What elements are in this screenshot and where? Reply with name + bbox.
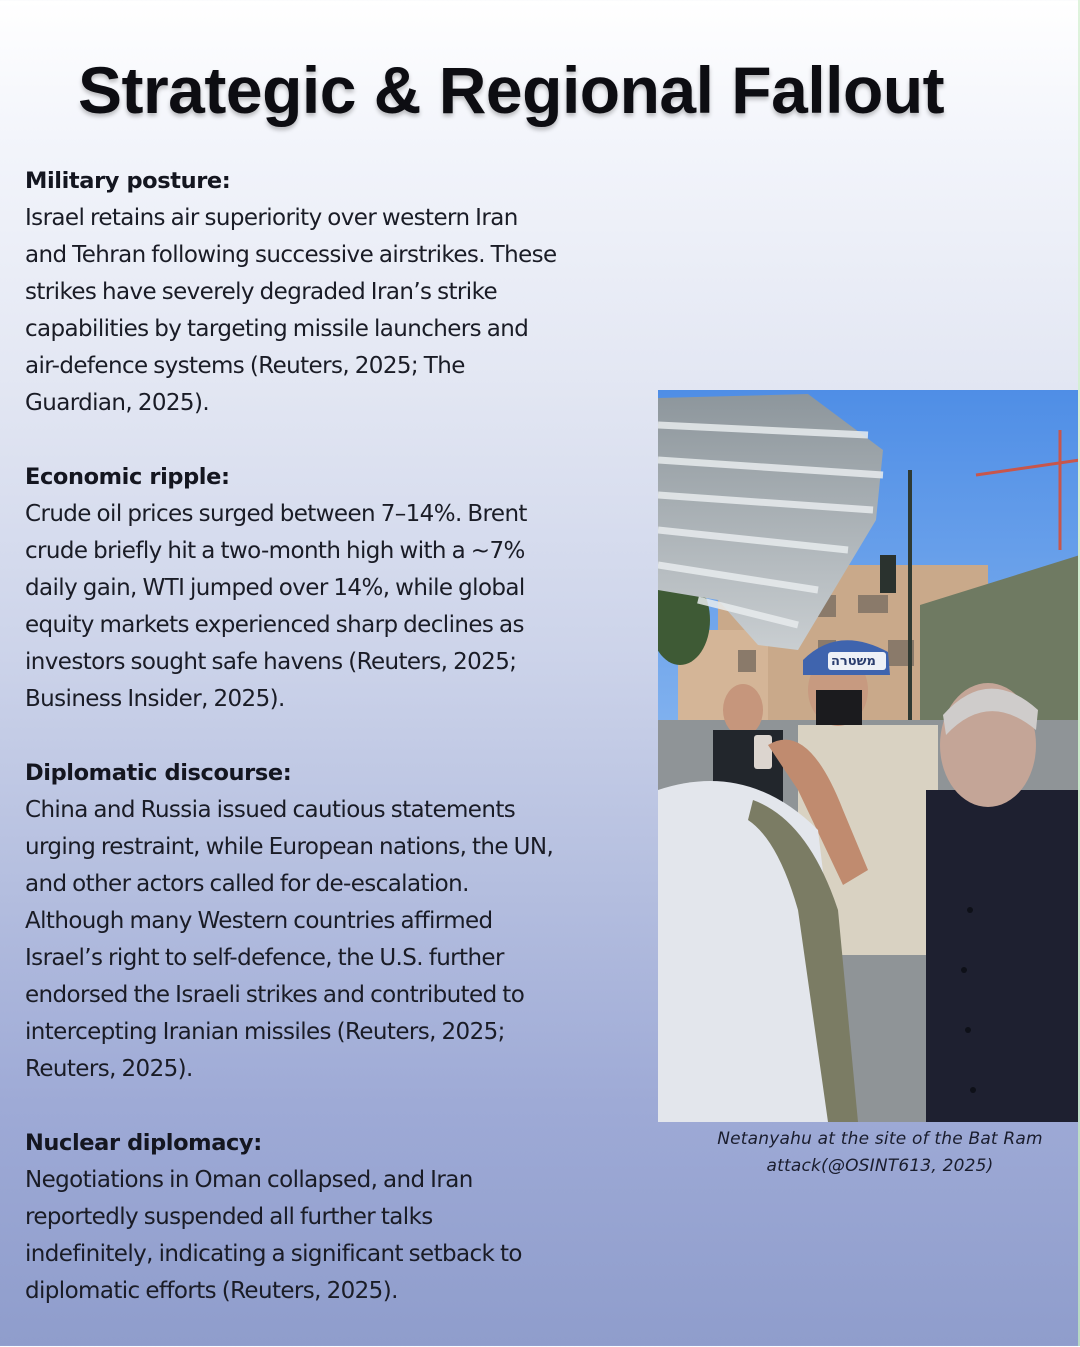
section-body	[25, 1162, 665, 1310]
body-line: daily gain, WTI jumped over 14%, while global	[25, 575, 525, 601]
body-line: Guardian, 2025).	[25, 390, 210, 416]
body-line: Although many Western countries affirmed	[25, 908, 493, 934]
body-line: indefinitely, indicating a significant setback to	[25, 1241, 522, 1267]
page-title: Strategic & Regional Fallout	[78, 53, 945, 127]
news-photo	[658, 390, 1080, 1122]
body-line: Israel retains air superiority over western Iran	[25, 205, 518, 231]
body-line: equity markets experienced sharp declines as	[25, 612, 524, 638]
photo-caption	[680, 1126, 1080, 1180]
section-body	[25, 792, 665, 1088]
body-line: and Tehran following successive airstrikes. These	[25, 242, 557, 268]
body-line: endorsed the Israeli strikes and contributed to	[25, 982, 525, 1008]
body-line: capabilities by targeting missile launchers and	[25, 316, 529, 342]
caption-line: attack(@OSINT613, 2025)	[766, 1156, 994, 1176]
section-diplomatic-discourse	[25, 755, 665, 1088]
section-military-posture	[25, 163, 665, 422]
section-body	[25, 496, 665, 718]
body-line: reportedly suspended all further talks	[25, 1204, 433, 1230]
section-heading: Economic ripple:	[25, 464, 230, 490]
body-line: intercepting Iranian missiles (Reuters, 2025;	[25, 1019, 505, 1045]
body-line: China and Russia issued cautious statements	[25, 797, 516, 823]
body-line: Business Insider, 2025).	[25, 686, 285, 712]
body-line: Israel’s right to self-defence, the U.S. further	[25, 945, 504, 971]
body-line: diplomatic efforts (Reuters, 2025).	[25, 1278, 398, 1304]
caption-line: Netanyahu at the site of the Bat Ram	[717, 1129, 1043, 1149]
body-line: investors sought safe havens (Reuters, 2025;	[25, 649, 517, 675]
body-line: Negotiations in Oman collapsed, and Iran	[25, 1167, 473, 1193]
section-nuclear-diplomacy	[25, 1125, 665, 1310]
cap-label: משטרה	[831, 654, 876, 669]
section-heading: Diplomatic discourse:	[25, 760, 292, 786]
body-line: strikes have severely degraded Iran’s strike	[25, 279, 498, 305]
body-line: crude briefly hit a two-month high with a ~7%	[25, 538, 525, 564]
section-heading: Nuclear diplomacy:	[25, 1130, 262, 1156]
body-line: air-defence systems (Reuters, 2025; The	[25, 353, 465, 379]
body-line: Crude oil prices surged between 7–14%. Brent	[25, 501, 527, 527]
photo-illustration	[658, 390, 1080, 1122]
body-line: and other actors called for de-escalation.	[25, 871, 469, 897]
section-body	[25, 200, 665, 422]
body-line: Reuters, 2025).	[25, 1056, 193, 1082]
content-column	[25, 163, 665, 1347]
body-line: urging restraint, while European nations, the UN,	[25, 834, 554, 860]
section-heading: Military posture:	[25, 168, 231, 194]
section-economic-ripple	[25, 459, 665, 718]
